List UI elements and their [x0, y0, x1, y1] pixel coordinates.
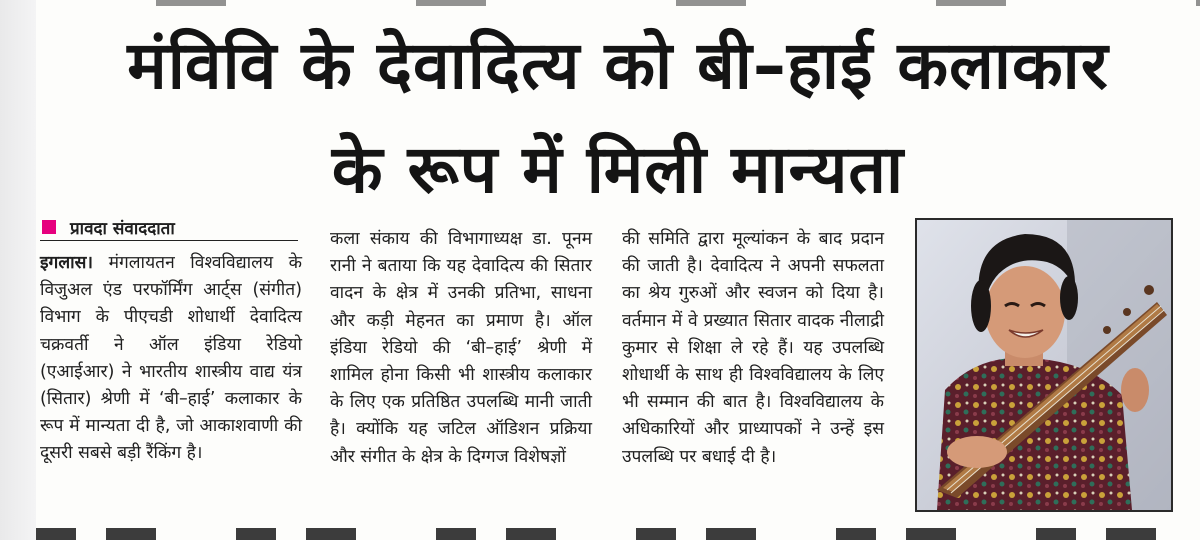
page-edge — [0, 0, 36, 540]
column-1-text: मंगलायतन विश्वविद्यालय के विजुअल एंड परफॉर्मिंग आर्ट्स (संगीत) विभाग के पीएचडी शोधार्थी देवादित्य चक्रवर्ती ने ऑल इंडिया रेडियो (एआईआर) ने भारतीय शास्त्रीय वाद्य यंत्र (सितार) श्रेणी में ‘बी–हाई’ कलाकार के रूप में मान्यता दी है, जो आकाशवाणी की दूसरी सबसे बड़ी रैंकिंग है। — [40, 253, 302, 464]
headline — [36, 14, 1200, 222]
column-3-text: की समिति द्वारा मूल्यांकन के बाद प्रदान की जाती है। देवादित्य ने अपनी सफलता का श्रेय गुरुओं और स्वजन को दिया है। वर्तमान में वे प्रख्यात सितार वादक नीलाद्री कुमार से शिक्षा ले रहे हैं। यह उपलब्धि शोधार्थी के साथ ही विश्वविद्यालय के लिए भी सम्मान की बात है। विश्वविद्यालय के अधिकारियों और प्राध्यापकों ने उन्हें इस उपलब्धि पर बधाई दी है। — [622, 229, 884, 467]
column-2-text: कला संकाय की विभागाध्यक्ष डा. पूनम रानी ने बताया कि यह देवादित्य की सितार वादन के क्षेत्र में उनकी प्रतिभा, साधना और कड़ी मेहनत का प्रमाण है। ऑल इंडिया रेडियो की ‘बी–हाई’ श्रेणी में शामिल होना किसी भी शास्त्रीय कलाकार के लिए एक प्रतिष्ठित उपलब्धि मानी जाती है। क्योंकि यह जटिल ऑडिशन प्रक्रिया और संगीत के क्षेत्र के दिग्गज विशेषज्ञों — [330, 229, 592, 467]
headline-line-1: मंविवि के देवादित्य को बी–हाई कलाकार — [127, 27, 1109, 104]
byline-author: प्रावदा संवाददाता — [70, 218, 175, 239]
article-column-3 — [622, 226, 884, 471]
square-icon — [42, 220, 56, 234]
headline-line-2: के रूप में मिली मान्यता — [331, 131, 905, 208]
byline — [40, 214, 298, 241]
next-article-remnant — [36, 528, 1200, 540]
article-column-2 — [330, 226, 592, 471]
previous-article-remnant — [36, 0, 1200, 6]
dateline: इगलास। — [40, 253, 93, 273]
sitar-player-photo — [915, 218, 1173, 512]
article-column-1 — [40, 250, 302, 468]
